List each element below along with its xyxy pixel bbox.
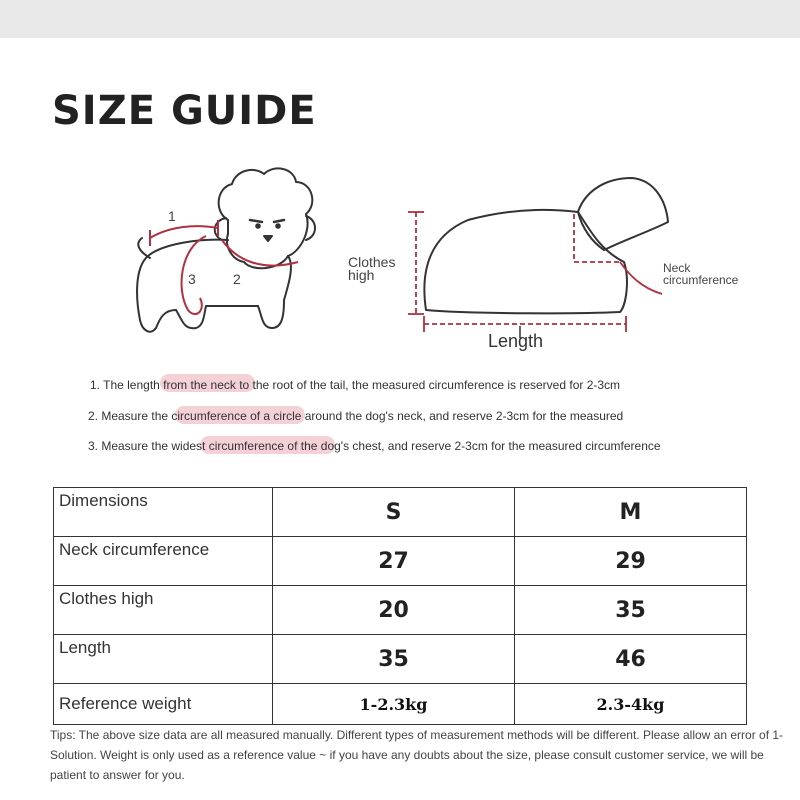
- measurement-diagram: [0, 160, 800, 390]
- note-1: 1. The length from the neck to the root of the tail, the measured circumference is reserved for 2-3cm: [90, 378, 621, 392]
- page-title: SIZE GUIDE: [52, 88, 317, 134]
- dog-nose: [264, 236, 272, 241]
- row-label-weight: Reference weight: [54, 684, 273, 725]
- size-table: [53, 487, 747, 725]
- measure-line-2: [222, 240, 298, 266]
- marker-1: 1: [168, 208, 176, 224]
- dog-ear-left: [215, 218, 226, 240]
- cell-length-s: 35: [273, 635, 515, 684]
- table-row: [54, 684, 747, 725]
- marker-3: 3: [188, 271, 196, 287]
- cell-weight-s: 1-2.3kg: [273, 684, 515, 725]
- header-dimensions: Dimensions: [54, 488, 273, 537]
- note-2: 2. Measure the circumference of a circle around the dog's neck, and reserve 2-3cm for the measured: [88, 409, 624, 423]
- header-size-m: M: [515, 488, 747, 537]
- cell-neck-m: 29: [515, 537, 747, 586]
- marker-2: 2: [233, 271, 241, 287]
- clothes-high-label: Clothes high: [348, 254, 396, 283]
- dog-eye-dot-right: [276, 224, 280, 228]
- top-bar: [0, 0, 800, 38]
- cell-length-m: 46: [515, 635, 747, 684]
- header-size-s: S: [273, 488, 515, 537]
- dog-eye-left: [250, 220, 262, 222]
- note-3: 3. Measure the widest circumference of the dog's chest, and reserve 2-3cm for the measured circumference: [88, 439, 661, 453]
- dog-head: [219, 168, 313, 268]
- table-header-row: [54, 488, 747, 537]
- cell-weight-m: 2.3-4kg: [515, 684, 747, 725]
- cell-clothes-high-m: 35: [515, 586, 747, 635]
- table-row: [54, 635, 747, 684]
- measure-line-1: [150, 226, 218, 238]
- row-label-neck: Neck circumference: [54, 537, 273, 586]
- cell-clothes-high-s: 20: [273, 586, 515, 635]
- clothes-collar: [578, 178, 668, 250]
- clothes-body: [424, 210, 627, 313]
- table-row: [54, 537, 747, 586]
- cell-neck-s: 27: [273, 537, 515, 586]
- row-label-length: Length: [54, 635, 273, 684]
- table-row: [54, 586, 747, 635]
- dog-eye-dot-left: [256, 224, 260, 228]
- row-label-clothes-high: Clothes high: [54, 586, 273, 635]
- tips-text: Tips: The above size data are all measured manually. Different types of measurement methods will be different. Please allow an error of 1-Solution. Weight is only used as a reference value ~ if you have any doubts about the size, please consult customer service, we will be patient to answer for you.: [50, 728, 784, 782]
- length-label: Length: [488, 331, 544, 351]
- neck-circumference-label: Neck circumference: [663, 261, 739, 287]
- dog-eye-right: [274, 220, 284, 222]
